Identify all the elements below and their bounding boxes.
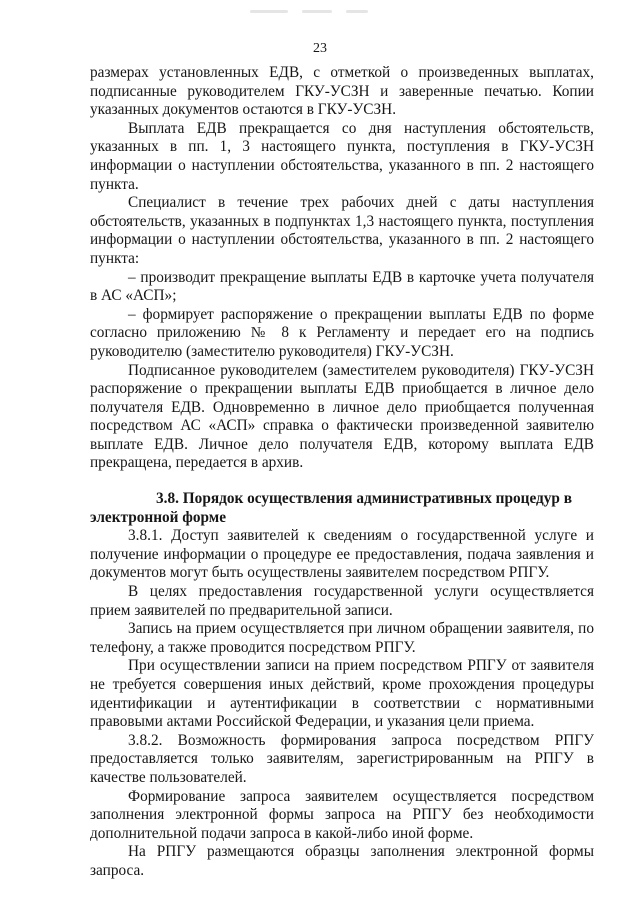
paragraph-rpgu-appointment: При осуществлении записи на прием посредством РПГУ от заявителя не требуется совершения иных действий, кроме прохождения процедуры идентификации и аутентификации в соответствии с нормативными правовыми актами Российской Федерации, и указания цели приема. [90, 657, 594, 731]
list-item-form-order: – формирует распоряжение о прекращении выплаты ЕДВ по форме согласно приложению № 8 к Регламенту и передает его на подпись руководителю (заместителю руководителя) ГКУ-УСЗН. [90, 305, 594, 360]
paragraph-appointment: В целях предоставления государственной услуги осуществляется прием заявителей по предварительной записи. [90, 583, 594, 619]
list-item-stop-payment: – производит прекращение выплаты ЕДВ в карточке учета получателя в АС «АСП»; [90, 268, 594, 305]
document-body [90, 64, 594, 881]
paragraph-continuation: размерах установленных ЕДВ, с отметкой о произведенных выплатах, подписанные руководителем ГКУ-УСЗН и заверенные печатью. Копии указанных документов остаются в ГКУ-УСЗН. [90, 64, 594, 119]
page-number: 23 [313, 41, 327, 56]
paragraph-request-form: Формирование запроса заявителем осуществляется посредством заполнения электронной формы запроса на РПГУ без необходимости дополнительной подачи запроса в какой-либо иной форме. [90, 787, 594, 842]
paragraph-specialist: Специалист в течение трех рабочих дней с даты наступления обстоятельств, указанных в подпунктах 1,3 настоящего пункта, поступления информации о наступлении обстоятельства, указанного в пп. 2 настоящего пункта: [90, 194, 594, 267]
paragraph-samples: На РПГУ размещаются образцы заполнения электронной формы запроса. [90, 843, 594, 879]
section-heading-3-8: 3.8. Порядок осуществления административных процедур в электронной форме [90, 490, 573, 526]
faint-header-marks [250, 6, 390, 16]
paragraph-appointment-ways: Запись на прием осуществляется при личном обращении заявителя, по телефону, а также проводится посредством РПГУ. [90, 620, 594, 656]
paragraph-signed-order: Подписанное руководителем (заместителем руководителя) ГКУ-УСЗН распоряжение о прекращении выплаты ЕДВ приобщается в личное дело получателя ЕДВ. Одновременно в личное дело приобщается полученная посредством АС «АСП» справка о фактически произведенной заявителю выплате ЕДВ. Личное дело получателя ЕДВ, которому выплата ЕДВ прекращена, передается в архив. [90, 361, 594, 472]
paragraph-3-8-1: 3.8.1. Доступ заявителей к сведениям о государственной услуге и получение информации о процедуре ее предоставления, подача заявления и документов могут быть осуществлены заявителем посредством РПГУ. [90, 527, 594, 582]
paragraph-3-8-2: 3.8.2. Возможность формирования запроса посредством РПГУ предоставляется только заявителям, зарегистрированным на РПГУ в качестве пользователей. [90, 731, 594, 786]
paragraph-termination: Выплата ЕДВ прекращается со дня наступления обстоятельств, указанных в пп. 1, 3 настоящего пункта, поступления в ГКУ-УСЗН информации о наступлении обстоятельства, указанного в пп. 2 настоящего пункта. [90, 119, 594, 193]
